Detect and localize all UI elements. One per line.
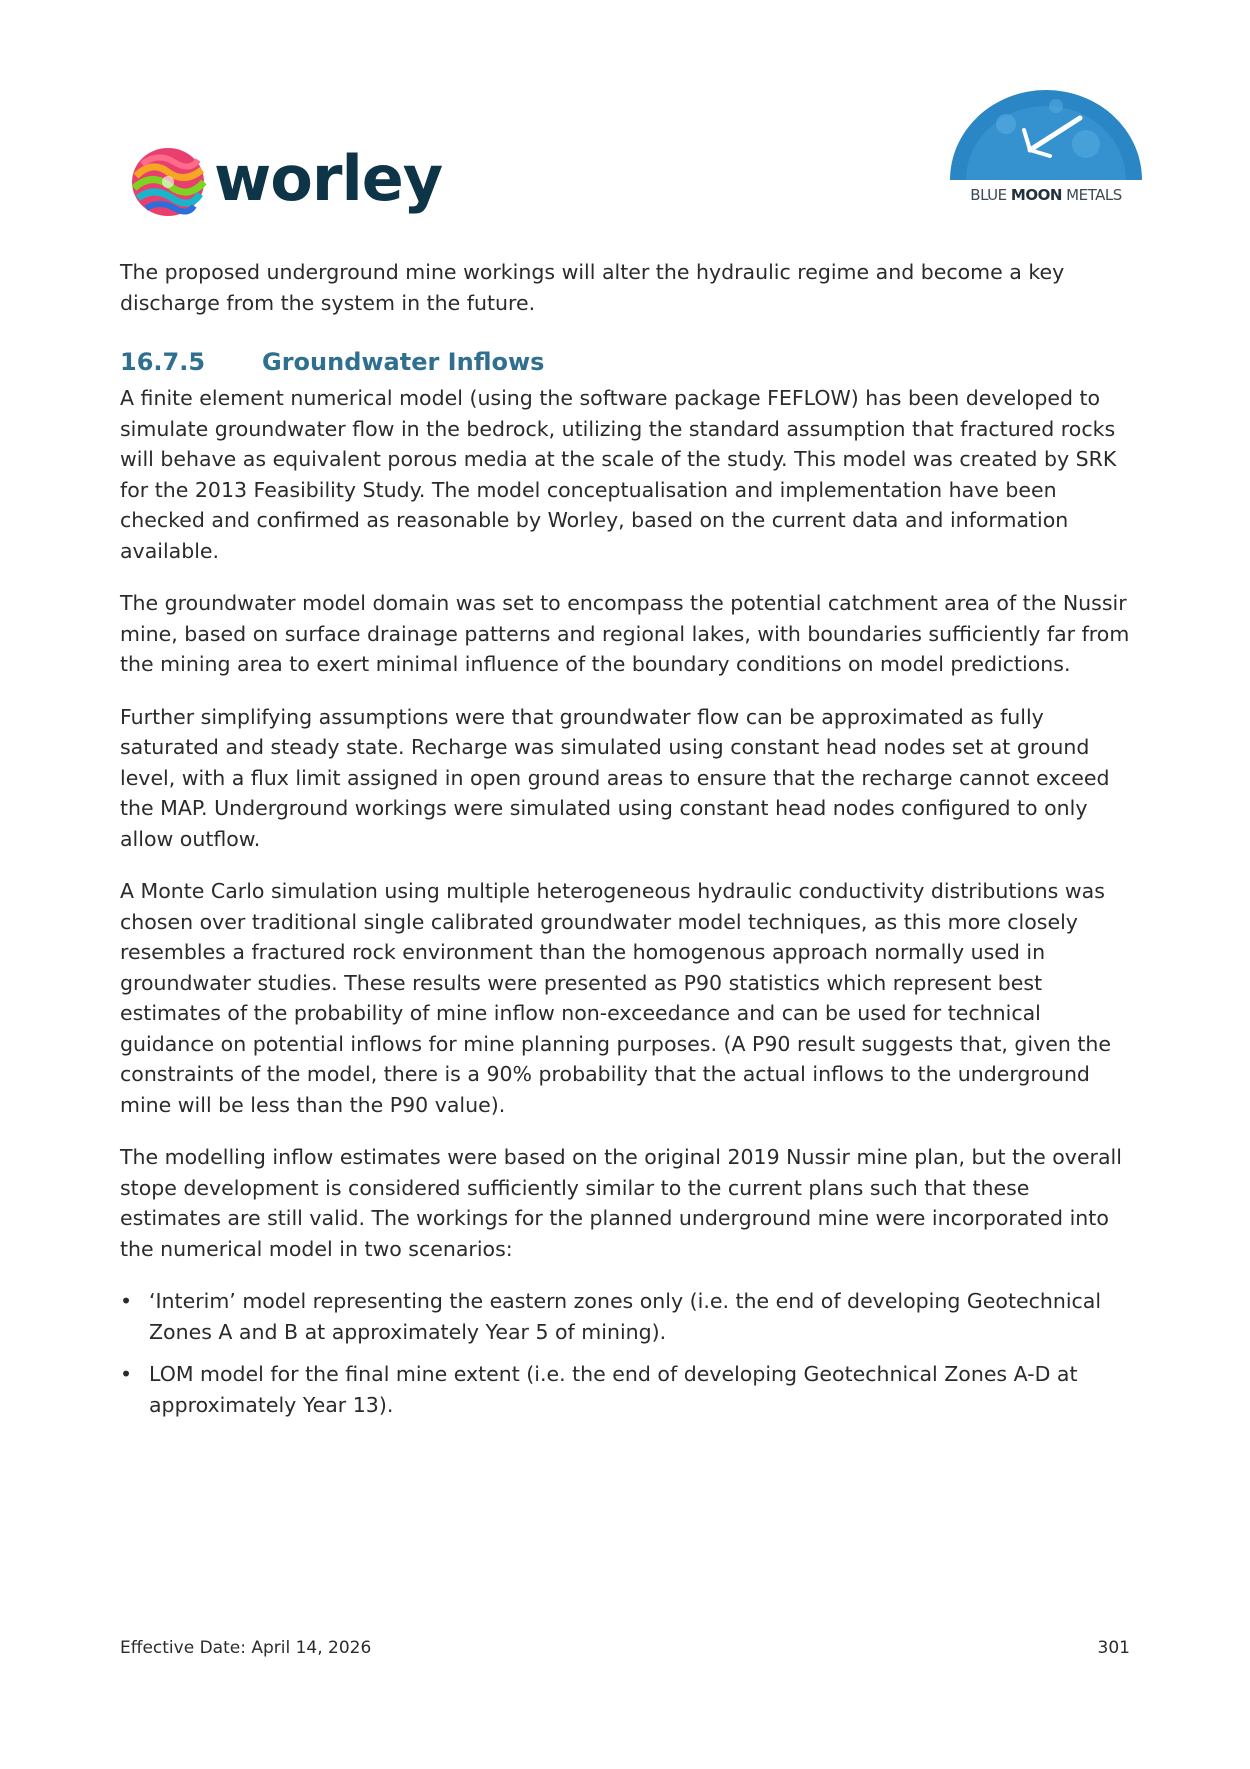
document-body xyxy=(120,257,1130,1432)
bullet-icon: • xyxy=(120,1289,133,1313)
body-paragraph: The groundwater model domain was set to encompass the potential catchment area of the Nussir mine, based on surface drainage patterns and regional lakes, with boundaries sufficiently far from the mining area to exert minimal influence of the boundary conditions on model predictions. xyxy=(120,591,1130,676)
page-number: 301 xyxy=(1097,1638,1130,1658)
body-paragraph: Further simplifying assumptions were that groundwater flow can be approximated as fully saturated and steady state. Recharge was simulated using constant head nodes set at ground level, with a flux limit assigned in open ground areas to ensure that the recharge cannot exceed the MAP. Underground workings were simulated using constant head nodes configured to only allow outflow. xyxy=(120,704,1110,851)
list-item: • ‘Interim’ model representing the eastern zones only (i.e. the end of developing Geotechnical Zones A and B at approximately Year 5 of mining). xyxy=(120,1286,1130,1347)
section-heading xyxy=(120,346,1130,378)
page-header xyxy=(0,0,1250,250)
body-paragraph: The modelling inflow estimates were based on the original 2019 Nussir mine plan, but the overall stope development is considered sufficiently similar to the current plans such that these estimates are still valid. The workings for the planned underground mine were incorporated into the numerical model in two scenarios: xyxy=(120,1145,1122,1261)
worley-swirl-icon xyxy=(128,142,208,222)
section-title: Groundwater Inflows xyxy=(262,348,545,376)
page-footer xyxy=(120,1633,1130,1663)
blue-moon-metals-text: BLUE MOON METALS xyxy=(970,186,1122,204)
worley-logo xyxy=(128,138,468,228)
scenario-list xyxy=(120,1286,1130,1420)
intro-paragraph: The proposed underground mine workings will alter the hydraulic regime and become a key discharge from the system in the future. xyxy=(120,260,1065,315)
effective-date: Effective Date: April 14, 2026 xyxy=(120,1638,372,1658)
body-paragraph: A Monte Carlo simulation using multiple heterogeneous hydraulic conductivity distributions was chosen over traditional single calibrated groundwater model techniques, as this more closely resembles a fractured rock environment than the homogenous approach normally used in groundwater studies. These results were presented as P90 statistics which represent best estimates of the probability of mine inflow non-exceedance and can be used for technical guidance on potential inflows for mine planning purposes. (A P90 result suggests that, given the constraints of the model, there is a 90% probability that the actual inflows to the underground mine will be less than the P90 value). xyxy=(120,879,1111,1117)
section-number: 16.7.5 xyxy=(120,348,206,376)
moon-emblem-icon xyxy=(946,84,1146,184)
blue-moon-metals-logo xyxy=(946,84,1146,214)
list-item: • LOM model for the final mine extent (i.e. the end of developing Geotechnical Zones A-D at approximately Year 13). xyxy=(120,1359,1130,1420)
bullet-icon: • xyxy=(120,1362,133,1386)
body-paragraph: A finite element numerical model (using the software package FEFLOW) has been developed to simulate groundwater flow in the bedrock, utilizing the standard assumption that fractured rocks will behave as equivalent porous media at the scale of the study. This model was created by SRK for the 2013 Feasibility Study. The model conceptualisation and implementation have been checked and confirmed as reasonable by Worley, based on the current data and information available. xyxy=(120,386,1117,563)
worley-logo-text: worley xyxy=(214,142,443,215)
